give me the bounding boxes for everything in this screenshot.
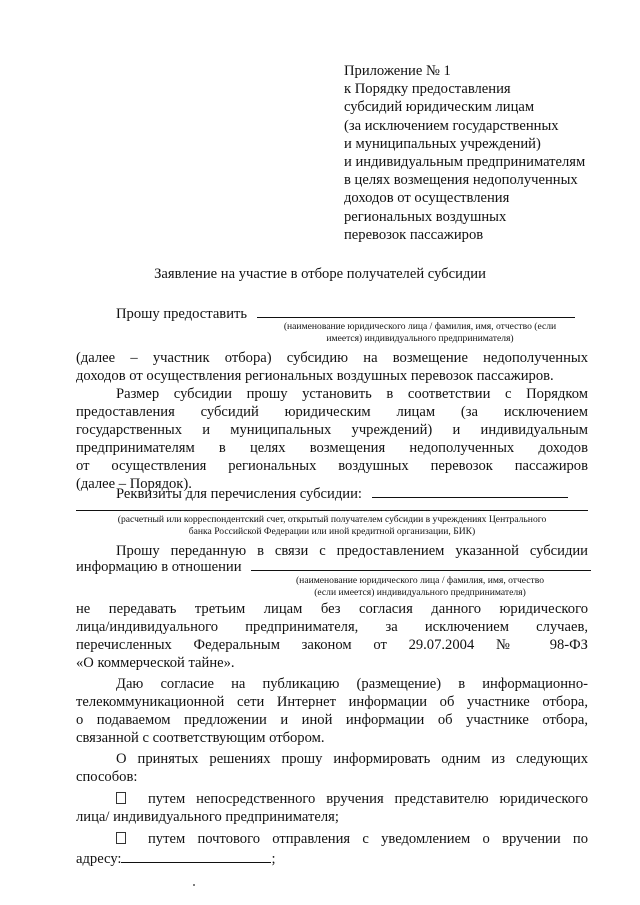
paragraph-line: предоставления субсидий юридическим лицам (за исключением bbox=[76, 404, 588, 420]
requisites-line bbox=[76, 485, 588, 503]
paragraph-line: о подаваемом предложении и иной информации об участнике отбора, bbox=[76, 712, 588, 728]
paragraph-line: государственных и муниципальных учреждений) и индивидуальным bbox=[76, 422, 588, 438]
appendix-line: доходов от осуществления bbox=[344, 190, 510, 207]
paragraph-line: (далее – участник отбора) субсидию на возмещение недополученных bbox=[76, 350, 588, 366]
transfer-entity-field[interactable] bbox=[251, 558, 591, 571]
appendix-line: в целях возмещения недополученных bbox=[344, 172, 578, 189]
paragraph-line: доходов от осуществления региональных воздушных перевозок пассажиров. bbox=[76, 368, 554, 384]
requisites-note-1: (расчетный или корреспондентский счет, открытый получателем субсидии в учреждениях Центрального bbox=[117, 514, 547, 525]
appendix-line: и муниципальных учреждений) bbox=[344, 135, 541, 152]
transfer-note-2: (если имеется) индивидуального предпринимателя) bbox=[314, 587, 526, 598]
document-title: Заявление на участие в отборе получателей субсидии bbox=[154, 266, 486, 282]
requisites-lead: Реквизиты для перечисления субсидии: bbox=[116, 486, 362, 502]
paragraph-line: телекоммуникационной сети Интернет информации об участнике отбора, bbox=[76, 694, 588, 710]
paragraph-line: предпринимателям в целях возмещения недополученных доходов bbox=[76, 440, 588, 456]
paragraph-line: связанной с соответствующим отбором. bbox=[76, 730, 325, 746]
requisites-field[interactable] bbox=[372, 485, 568, 498]
paragraph-line: перечисленных Федеральным законом от 29.07.2004 № 98-ФЗ bbox=[76, 637, 588, 653]
request-lead: Прошу предоставить bbox=[116, 306, 248, 322]
paragraph-line: лица/индивидуального предпринимателя, за исключением случаев, bbox=[76, 619, 588, 635]
paragraph-line: способов: bbox=[76, 769, 138, 785]
option-personal-label: путем непосредственного вручения представителю юридического bbox=[148, 791, 588, 807]
transfer-lead-line bbox=[76, 558, 588, 576]
address-label: адресу: bbox=[76, 851, 122, 867]
appendix-line: к Порядку предоставления bbox=[344, 81, 511, 98]
address-end: ; bbox=[271, 851, 276, 867]
paragraph-line: О принятых решениях прошу информировать одним из следующих bbox=[116, 751, 588, 767]
requisites-note-2: банка Российской Федерации или иной кредитной организации, БИК) bbox=[188, 526, 476, 537]
appendix-line: перевозок пассажиров bbox=[344, 226, 484, 243]
appendix-line: субсидий юридическим лицам bbox=[344, 99, 535, 116]
paragraph-line: Прошу переданную в связи с предоставлением указанной субсидии bbox=[116, 543, 588, 559]
applicant-note-2: имеется) индивидуального предпринимателя) bbox=[326, 333, 514, 344]
transfer-lead: информацию в отношении bbox=[76, 559, 242, 575]
paragraph-line: «О коммерческой тайне». bbox=[76, 655, 235, 671]
option-personal-checkbox[interactable] bbox=[116, 792, 126, 804]
appendix-line: (за исключением государственных bbox=[344, 117, 559, 134]
option-mail-label: путем почтового отправления с уведомлением о вручении по bbox=[148, 831, 588, 847]
appendix-header bbox=[344, 62, 614, 244]
option-personal-line bbox=[76, 790, 588, 808]
address-field[interactable] bbox=[121, 850, 271, 863]
appendix-line: региональных воздушных bbox=[344, 208, 507, 225]
appendix-line: Приложение № 1 bbox=[344, 63, 451, 79]
paragraph-line: Размер субсидии прошу установить в соответствии с Порядком bbox=[116, 386, 588, 402]
paragraph-line: не передавать третьим лицам без согласия данного юридического bbox=[76, 601, 588, 617]
option-mail-checkbox[interactable] bbox=[116, 832, 126, 844]
address-line bbox=[76, 850, 588, 868]
paragraph-line: Даю согласие на публикацию (размещение) в информационно- bbox=[116, 676, 588, 692]
transfer-note-1: (наименование юридического лица / фамилия, имя, отчество bbox=[295, 575, 545, 586]
paragraph-line: лица/ индивидуального предпринимателя; bbox=[76, 809, 339, 825]
applicant-note-1: (наименование юридического лица / фамилия, имя, отчество (если bbox=[283, 321, 557, 332]
appendix-line: и индивидуальным предпринимателям bbox=[344, 154, 586, 171]
paragraph-line: от осуществления региональных воздушных перевозок пассажиров bbox=[76, 458, 588, 474]
option-mail-line bbox=[76, 830, 588, 848]
scan-speck bbox=[193, 884, 195, 886]
paragraph-line: (далее – Порядок). bbox=[76, 476, 192, 492]
requisites-field-line[interactable] bbox=[76, 510, 588, 511]
applicant-name-field[interactable] bbox=[257, 305, 575, 318]
